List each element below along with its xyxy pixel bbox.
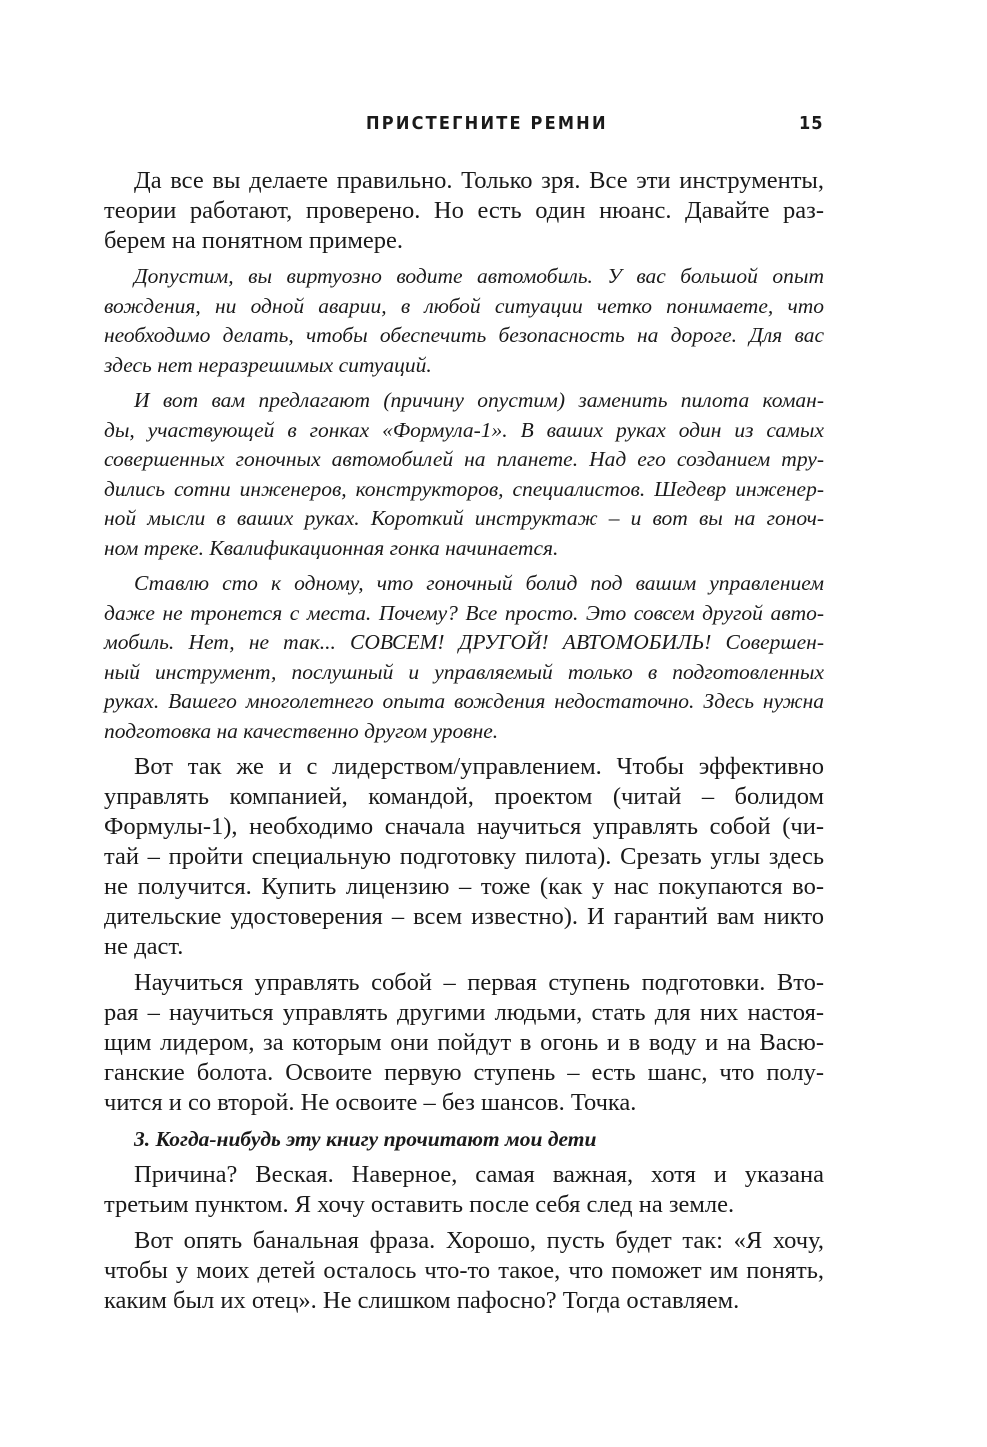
text-line: не даст.	[104, 933, 184, 960]
text-line: чтобы у моих детей осталось что-то такое, что поможет им понять,	[104, 1257, 824, 1284]
text-line: управлять компанией, командой, проектом (читай – болидом	[104, 783, 824, 810]
paragraph-4	[104, 569, 824, 746]
text-line: ный инструмент, послушный и управляемый только в подготовленных	[104, 659, 824, 684]
text-line: теории работают, проверено. Но есть один нюанс. Давайте раз-	[104, 197, 824, 224]
text-line: Научиться управлять собой – первая ступень подготовки. Вто-	[134, 969, 824, 996]
section-heading	[104, 1124, 824, 1154]
body-text	[104, 166, 824, 1322]
paragraph-2	[104, 262, 824, 380]
text-line: вождения, ни одной аварии, в любой ситуации четко понимаете, что	[104, 293, 824, 318]
text-line: Формулы-1), необходимо сначала научиться управлять собой (чи-	[104, 813, 824, 840]
text-line: третьим пунктом. Я хочу оставить после себя след на земле.	[104, 1191, 735, 1218]
text-line: дительские удостоверения – всем известно). И гарантий вам никто	[104, 903, 824, 930]
text-line: не получится. Купить лицензию – тоже (как у нас покупаются во-	[104, 873, 824, 900]
paragraph-1	[104, 166, 824, 256]
text-line: каким был их отец». Не слишком пафосно? Тогда оставляем.	[104, 1287, 740, 1314]
text-line: Да все вы делаете правильно. Только зря. Все эти инструменты,	[134, 167, 824, 194]
text-line: И вот вам предлагают (причину опустим) заменить пилота коман-	[134, 388, 824, 412]
text-line: подготовка на качественно другом уровне.	[104, 718, 499, 743]
text-line: даже не тронется с места. Почему? Все просто. Это совсем другой авто-	[104, 600, 824, 625]
text-line: Причина? Веская. Наверное, самая важная, хотя и указана	[134, 1161, 824, 1188]
paragraph-7	[104, 1160, 824, 1220]
paragraph-8	[104, 1226, 824, 1316]
text-line: рая – научиться управлять другими людьми, стать для них настоя-	[104, 999, 824, 1026]
text-line: ном треке. Квалификационная гонка начинается.	[104, 535, 559, 560]
text-line: Ставлю сто к одному, что гоночный болид под вашим управлением	[134, 571, 824, 595]
paragraph-5	[104, 752, 824, 962]
text-line: ганские болота. Освоите первую ступень – есть шанс, что полу-	[104, 1059, 824, 1086]
text-line: Вот опять банальная фраза. Хорошо, пусть будет так: «Я хочу,	[134, 1227, 824, 1254]
text-line: необходимо делать, чтобы обеспечить безопасность на дороге. Для вас	[104, 323, 824, 347]
text-line: ды, участвующей в гонках «Формула-1». В ваших руках один из самых	[104, 417, 824, 442]
text-line: Вот так же и с лидерством/управлением. Чтобы эффективно	[134, 753, 824, 780]
text-line: ной мысли в ваших руках. Короткий инструктаж – и вот вы на гоноч-	[104, 506, 824, 530]
page-number: 15	[799, 113, 824, 134]
text-line: мобиль. Нет, не так... СОВСЕМ! ДРУГОЙ! АВТОМОБИЛЬ! Совершен-	[104, 630, 824, 654]
text-line: совершенных гоночных автомобилей на планете. Над его созданием тру-	[104, 447, 824, 471]
text-line: тай – пройти специальную подготовку пилота). Срезать углы здесь	[104, 843, 824, 870]
text-line: щим лидером, за которым они пойдут в огонь и в воду и на Васю-	[104, 1029, 824, 1056]
text-line: руках. Вашего многолетнего опыта вождения недостаточно. Здесь нужна	[104, 689, 824, 713]
paragraph-3	[104, 386, 824, 563]
text-line: дились сотни инженеров, конструкторов, специалистов. Шедевр инженер-	[104, 476, 824, 501]
text-line: здесь нет неразрешимых ситуаций.	[104, 352, 432, 377]
running-head-title: ПРИСТЕГНИТЕ РЕМНИ	[366, 113, 608, 134]
text-line: Допустим, вы виртуозно водите автомобиль. У вас большой опыт	[134, 264, 824, 288]
section-heading-text: 3. Когда-нибудь эту книгу прочитают мои дети	[134, 1127, 597, 1151]
text-line: берем на понятном примере.	[104, 227, 403, 254]
text-line: чится и со второй. Не освоите – без шансов. Точка.	[104, 1089, 637, 1116]
paragraph-6	[104, 968, 824, 1118]
